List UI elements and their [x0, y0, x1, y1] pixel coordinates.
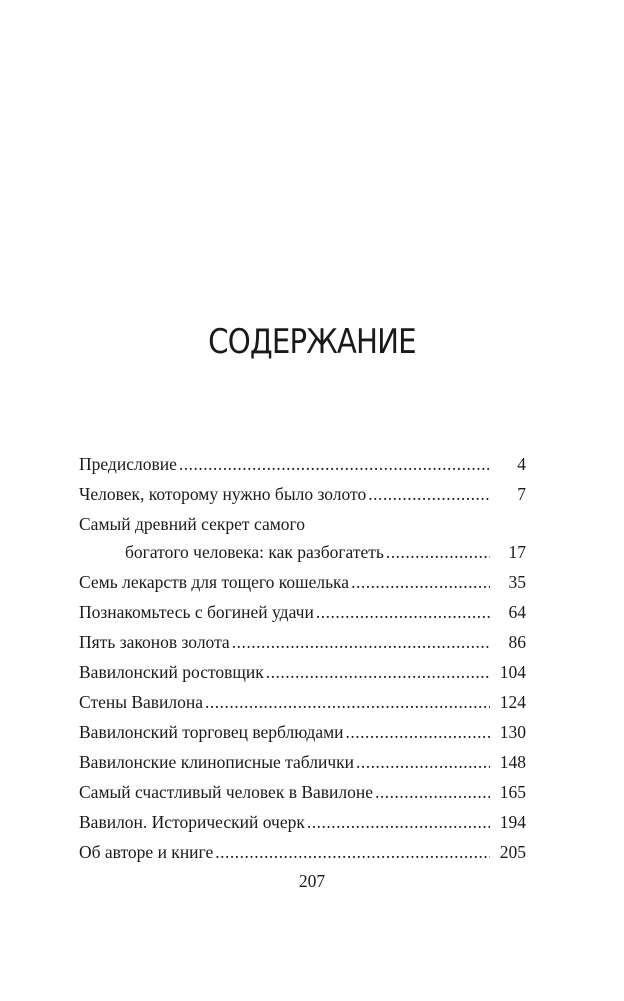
- toc-entry-title: Предисловие: [79, 454, 177, 474]
- dot-leader: [368, 479, 490, 509]
- toc-page-number: 86: [508, 632, 526, 652]
- table-of-contents: [79, 449, 526, 867]
- toc-page-number: 64: [508, 602, 526, 622]
- toc-entry-title: Об авторе и книге: [79, 842, 214, 862]
- dot-leader: [356, 747, 490, 777]
- toc-entry-title: Познакомьтесь с богиней удачи: [79, 602, 314, 622]
- toc-entry: [79, 837, 526, 867]
- toc-page-number: 148: [499, 752, 526, 772]
- toc-entry-title: Вавилонские клинописные таблички: [79, 752, 355, 772]
- toc-entry: [79, 627, 526, 657]
- dot-leader: [205, 687, 490, 717]
- toc-entry: [79, 509, 526, 567]
- toc-line: [79, 717, 526, 747]
- toc-page-number: 130: [499, 722, 526, 742]
- toc-line: [79, 449, 526, 479]
- toc-entry-title-continuation: богатого человека: как разбогатеть: [125, 542, 384, 562]
- dot-leader: [351, 567, 490, 597]
- toc-entry-title: Вавилонский торговец верблюдами: [79, 722, 344, 742]
- dot-leader: [307, 807, 490, 837]
- toc-line: [79, 747, 526, 777]
- toc-line: [79, 627, 526, 657]
- toc-entry-title: Пять законов золота: [79, 632, 230, 652]
- dot-leader: [232, 627, 490, 657]
- toc-page-number: 35: [508, 572, 526, 592]
- toc-entry-title: Вавилонский ростовщик: [79, 662, 264, 682]
- page-title: СОДЕРЖАНИЕ: [208, 322, 416, 362]
- toc-line-continuation: [79, 539, 526, 567]
- toc-page-number: 7: [517, 484, 526, 504]
- toc-entry-title: Вавилон. Исторический очерк: [79, 812, 305, 832]
- toc-line: [79, 657, 526, 687]
- dot-leader: [266, 657, 490, 687]
- toc-page-number: 205: [499, 842, 526, 862]
- toc-entry-title: Самый древний секрет самого: [79, 514, 306, 534]
- toc-entry: [79, 687, 526, 717]
- toc-page-number: 165: [499, 782, 526, 802]
- toc-page-number: 194: [499, 812, 526, 832]
- toc-entry-title: Стены Вавилона: [79, 692, 204, 712]
- toc-page-number: 17: [508, 542, 526, 562]
- dot-leader: [215, 837, 490, 867]
- dot-leader: [316, 597, 490, 627]
- toc-entry: [79, 479, 526, 509]
- toc-line: [79, 597, 526, 627]
- toc-line: [79, 567, 526, 597]
- dot-leader: [346, 717, 490, 747]
- toc-entry: [79, 777, 526, 807]
- toc-line: [79, 837, 526, 867]
- toc-page-number: 104: [499, 662, 526, 682]
- toc-entry-title: Человек, которому нужно было золото: [79, 484, 367, 504]
- toc-line: [79, 479, 526, 509]
- toc-entry: [79, 717, 526, 747]
- toc-line: [79, 509, 526, 539]
- dot-leader: [179, 449, 490, 479]
- toc-page-number: 4: [517, 454, 526, 474]
- toc-entry: [79, 747, 526, 777]
- toc-entry: [79, 657, 526, 687]
- toc-entry-title: Самый счастливый человек в Вавилоне: [79, 782, 374, 802]
- toc-page-number: 124: [499, 692, 526, 712]
- page-number: 207: [298, 871, 326, 891]
- toc-entry: [79, 567, 526, 597]
- toc-entry: [79, 449, 526, 479]
- toc-line: [79, 807, 526, 837]
- toc-entry-title: Семь лекарств для тощего кошелька: [79, 572, 350, 592]
- toc-entry: [79, 597, 526, 627]
- toc-line: [79, 687, 526, 717]
- dot-leader: [375, 777, 490, 807]
- toc-entry: [79, 807, 526, 837]
- dot-leader: [386, 539, 490, 565]
- toc-line: [79, 777, 526, 807]
